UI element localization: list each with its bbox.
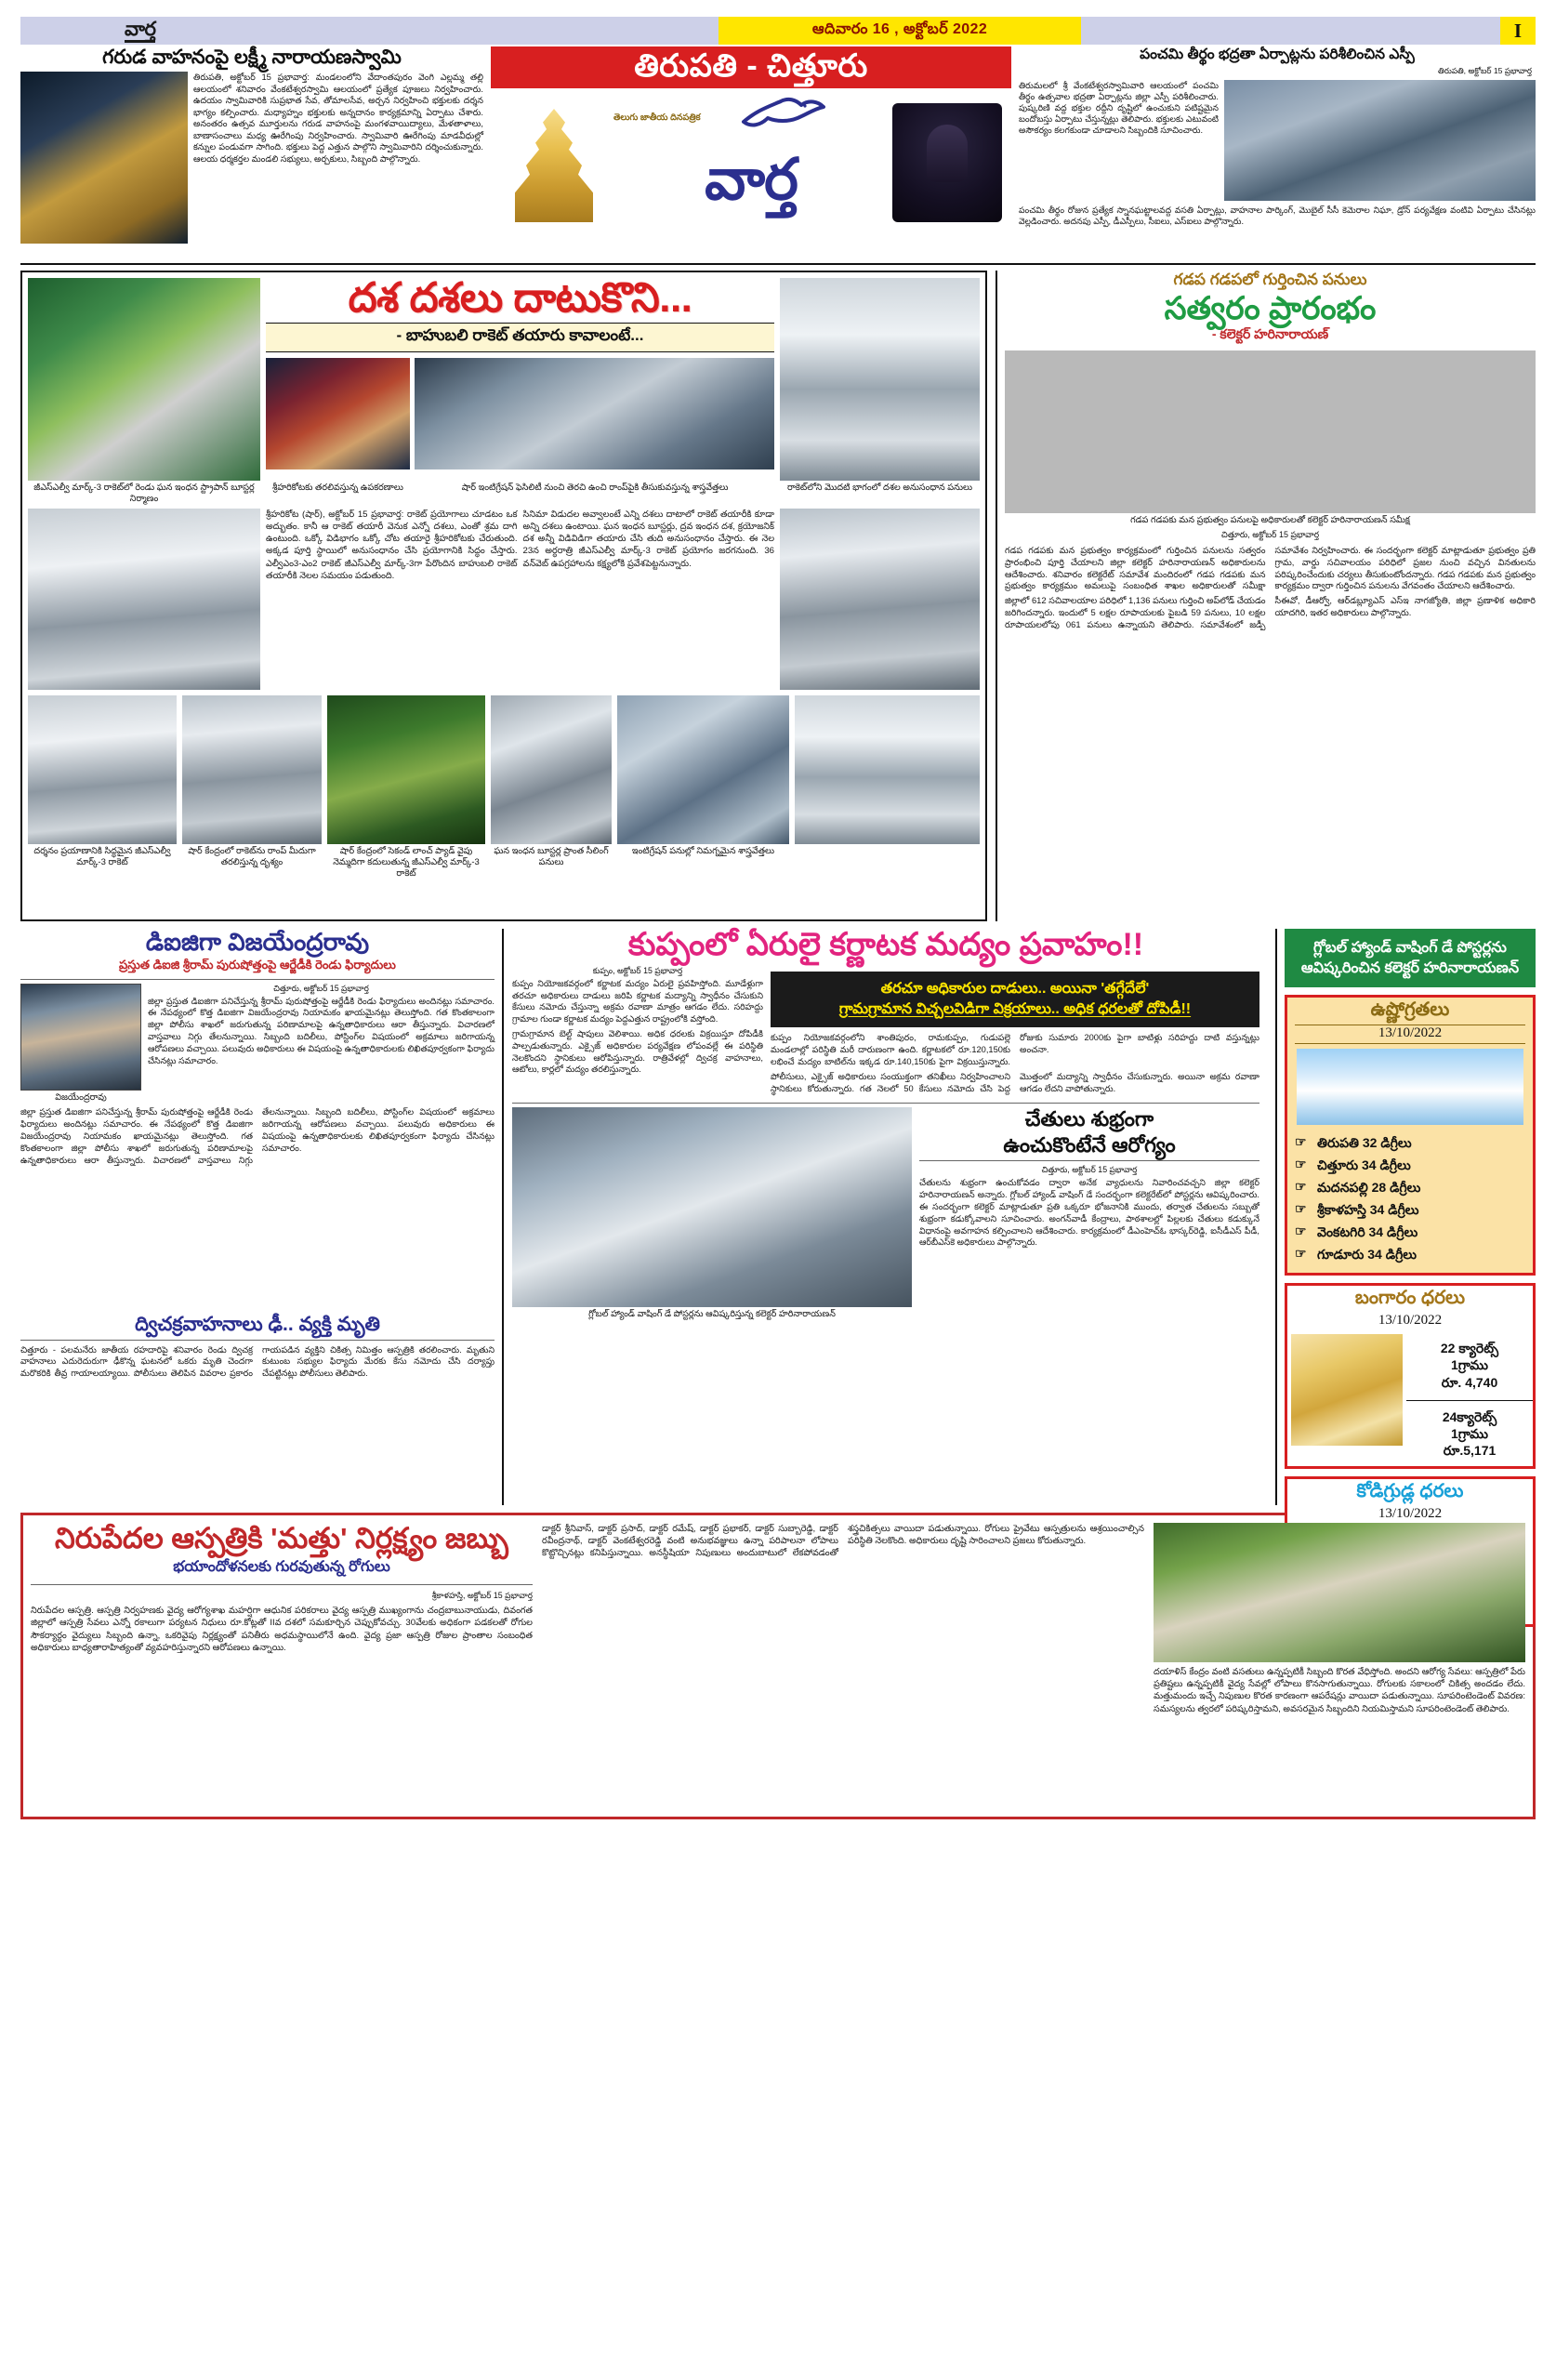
temperature-date: 13/10/2022 (1295, 1025, 1525, 1044)
pointing-hand-icon: ☞ (1295, 1134, 1307, 1150)
dig-portrait-photo (20, 984, 141, 1091)
dig-dateline: చిత్తూరు, అక్టోబర్ 15 ప్రభావార్త (273, 983, 369, 993)
rocket-caption-4: రాకెట్‌లోని మొదటి భాగంలో దశల అనుసంధాన పనులు (786, 483, 973, 493)
collector-meeting-photo (1005, 350, 1536, 513)
rocket-photo-bottom-2 (182, 695, 322, 844)
brand-name: వార్త (705, 148, 798, 212)
deity-photo (20, 72, 188, 244)
collector-kicker: గడప గడపలో గుర్తించిన పనులు (1173, 271, 1367, 288)
weather-sky-photo (1297, 1049, 1523, 1125)
gold-jewellery-photo (1291, 1334, 1403, 1446)
top-band (20, 46, 1536, 265)
scientists-group-photo (415, 358, 774, 469)
rocket-body-col1: శ్రీహరికోట (షార్), అక్టోబర్ 15 ప్రభావార్త: రాకెట్ ప్రయోగాలు చూడటం ఒక అద్భుతం. కానీ ఆ రాకెట్ తయారీ వెనుక ఎన్నో దశలు, ఎంతో శ్రమ దాగి ఉంటుంది. ఒక్కో విడిభాగం ఒక్కో చోట తయారై శ్రీహరికోటకు చేరుతుంది. అక్కడ పూర్తి స్థాయిలో అనుసంధానం చేసి ప్రయోగానికి సిద్ధం చేస్తారు. ఎల్వీఎం3-ఎం2 రాకెట్ జీఎస్ఎల్వీ మార్క్-3గా పేరొందిన బాహుబలి రాకెట్ తయారీకి నెలల సమయం పడుతుంది. (266, 509, 518, 581)
bird-logo-icon (740, 94, 825, 137)
temperature-item: ☞ వెంకటగిరి 34 డిగ్రీలు (1295, 1223, 1418, 1240)
rocket-subhead: - బాహుబలి రాకెట్ తయారు కావాలంటే... (266, 323, 774, 352)
collector-headline: సత్వరం ప్రారంభం (1164, 291, 1377, 326)
liquor-headline: కుప్పంలో ఏరులై కర్ణాటక మద్యం ప్రవాహం!! (627, 927, 1144, 962)
rocket-caption-2: శ్రీహరికోటకు తరలివస్తున్న ఉపకరణాలు (272, 483, 403, 493)
masthead-block (491, 46, 1011, 259)
top-right-body: తిరుమలలో శ్రీ వేంకటేశ్వరస్వామివారి ఆలయంలో పంచమి తీర్థం ఉత్సవాల భద్రతా ఏర్పాట్లను జిల్లా ఎస్పీ పరిశీలించారు. పుష్కరిణి వద్ద భక్తుల రద్దీని దృష్టిలో ఉంచుకుని పటిష్టమైన బందోబస్తు ఏర్పాటు చేస్తున్నట్లు తెలిపారు. భక్తులకు ఎటువంటి అసౌకర్యం కలగకుండా చూడాలని సిబ్బందికి సూచించారు. (1019, 80, 1219, 136)
rocket-caption-9: ఇంటిగ్రేషన్ పనుల్లో నిమగ్నమైన శాస్త్రవేత్తలు (631, 845, 775, 856)
rocket-caption-1: జీఎస్ఎల్వీ మార్క్-3 రాకెట్‌లో రెండు ఘన ఇంధన స్ట్రాపాన్ బూస్టర్ల నిర్మాణం (33, 483, 255, 504)
rocket-photo-bottom-1 (28, 695, 177, 844)
collector-story (996, 271, 1536, 921)
collector-dateline: చిత్తూరు, అక్టోబర్ 15 ప్రభావార్త (1220, 529, 1320, 539)
rocket-headline: దశ దశలు దాటుకొని... (348, 275, 692, 321)
dig-subhead: ప్రస్తుత డిఐజి శ్రీరామ్ పురుషోత్తంపై ఆర్జేడీకి రెండు ఫిర్యాదులు (119, 957, 396, 972)
gold-title: బంగారం ధరలు (1354, 1288, 1466, 1309)
dig-column (20, 929, 504, 1505)
dig-body-cont: జిల్లా ప్రస్తుత డిఐజిగా పనిచేస్తున్న శ్రీరామ్ పురుషోత్తంపై ఆర్జేడీకి రెండు ఫిర్యాదులు అందినట్లు సమాచారం. ఈ నేపథ్యంలో కొత్త డిఐజిగా విజయేంద్రరావు నియామకం ఖాయమైనట్లు తెలుస్తోంది. గత కొంతకాలంగా జిల్లా పోలీసు శాఖలో జరుగుతున్న పరిణామాలపై ఉన్నతాధికారులు ఆరా తీస్తున్నారు. విచారణలో వాస్తవాలు నిగ్గు తేలనున్నాయి. సిబ్బంది బదిలీలు, పోస్టింగ్‌ల విషయంలో అక్రమాలు జరిగాయన్న ఆరోపణలు వచ్చాయి. పలువురు అధికారులు ఈ విషయంపై ఉన్నతాధికారులకు లిఖితపూర్వకంగా ఫిర్యాదు చేసినట్లు సమాచారం. (20, 1107, 494, 1165)
page-number-badge: I (1500, 17, 1536, 45)
accident-headline: ద్విచక్రవాహనాలు ఢీ.. వ్యక్తి మృతి (135, 1314, 380, 1336)
liquor-body-4: పోలీసులు, ఎక్సైజ్ అధికారులు సంయుక్తంగా తనిఖీలు నిర్వహించాలని స్థానికులు కోరుతున్నారు. గత నెలలో 50 కేసులు నమోదు చేసి పెద్ద మొత్తంలో మద్యాన్ని స్వాధీనం చేసుకున్నారు. అయినా అక్రమ రవాణా ఆగడం లేదని వాపోతున్నారు. (771, 1071, 1259, 1093)
gold-row-22k: 22 క్యారెట్స్ 1గ్రాము రూ. 4,740 (1440, 1341, 1499, 1390)
pointing-hand-icon: ☞ (1295, 1246, 1307, 1262)
masthead-logo: వార్త (125, 20, 155, 43)
building-photo (617, 695, 789, 844)
handwash-caption: గ్లోబల్ హ్యాండ్ వాషింగ్ డే పోస్టర్లను ఆవిష్కరిస్తున్న కలెక్టర్ హరినారాయణన్ (588, 1308, 836, 1319)
rocket-industrial-photo (28, 278, 260, 481)
rocket-caption-8: ఘన ఇంధన బూస్టర్ల ప్రాంత సీలింగ్ పనులు (494, 845, 609, 867)
liquor-column (512, 929, 1267, 1505)
gold-date: 13/10/2022 (1378, 1313, 1443, 1329)
hospital-body-left: నిరుపేదల ఆస్పత్రి. ఆస్పత్రి నిర్వహణకు వైద్య ఆరోగ్యశాఖ మహర్షిగా ఆధునిక పరికరాలు వైద్య ఆస్పత్రి ముఖ్యంగాను చంద్రబాబునాయుడు, దివంగత జిల్లాలో ఆస్పత్రి సేవలు ఎన్నో రకాలుగా పర్యటన నిధులు రూ.కోట్లతో IIవ దశలో సమకూర్చిన చెప్పుకోవచ్చు. 30వేలకు అధికంగా పడకలతో రోగుల సౌకర్యార్ధం వైద్యులు సిబ్బంది ఉన్నా, ఒకరివైపు నిర్లక్ష్యంతో పనితీరు అధమస్థాయిలోనే ఉంది. వైద్య ప్రజా ఆస్పత్రి రోజుల ప్రాంతాల సంబంధిత అధికారులు బాధ్యతారాహిత్యంతో వ్యవహరిస్తున్నారని ఆరోపణలు ఉన్నాయి. (31, 1606, 533, 1653)
third-band (20, 927, 1536, 1522)
hospital-body-right: దయాళిస్ కేంద్రం వంటి వసతులు ఉన్నప్పటికీ సిబ్బంది కొరత వేధిస్తోంది. అందని ఆరోగ్య సేవలు: ఆస్పత్రిలో పేరు ప్రతిష్టలు ఉన్నప్పటికీ వైద్య సేవల్లో లోపాలు కొనసాగుతున్నాయి. రోగులకు సకాలంలో చికిత్స అందడం లేదు. మత్తుమందు ఇచ్చే నిపుణుల కొరత కారణంగా ఆపరేషన్లు వాయిదా పడుతున్నాయి. సూపరింటెండెంట్ వివరణ: సమస్యలను త్వరలో పరిష్కరిస్తామని, అవసరమైన సిబ్బందిని నియమిస్తామని సూపరింటెండెంట్ తెలిపారు. (1154, 1667, 1525, 1714)
brand-tagline: తెలుగు జాతీయ దినపత్రిక (613, 112, 701, 123)
handwash-headline-2: ఉంచుకొంటేనే ఆరోగ్యం (1003, 1132, 1176, 1157)
masthead-spacer-left (299, 17, 719, 45)
gold-price-box (1285, 1283, 1536, 1469)
rocket-assembly-photo-a (28, 509, 260, 690)
deity-right-graphic (892, 103, 1002, 222)
accident-body: చిత్తూరు - పలమనేరు జాతీయ రహదారిపై శనివారం రెండు ద్విచక్ర వాహనాలు ఎదురెదురుగా ఢీకొన్న ఘటనలో ఒకరు మృతి చెందగా మరొకరికి తీవ్ర గాయాలయ్యాయి. పోలీసులు తెలిపిన వివరాల ప్రకారం గాయపడిన వ్యక్తిని చికిత్స నిమిత్తం ఆస్పత్రికి తరలించారు. మృతుని కుటుంబ సభ్యుల ఫిర్యాదు మేరకు కేసు నమోదు చేసి దర్యాప్తు చేపట్టినట్లు పోలీసులు తెలిపారు. (20, 1344, 494, 1379)
dig-headline: డిఐజిగా విజయేంద్రరావు (145, 928, 370, 956)
top-left-story (20, 46, 483, 259)
rocket-caption-5: దర్శనం ప్రయాణానికి సిద్ధమైన జీఎస్ఎల్వీ మార్క్-3 రాకెట్ (33, 845, 171, 867)
rocket-story (20, 271, 987, 921)
masthead-logo-block (20, 17, 299, 45)
rocket-forest-photo (327, 695, 485, 844)
temperature-item: ☞ గూడూరు 34 డిగ్రీలు (1295, 1246, 1418, 1263)
hospital-dateline: శ్రీకాళహస్తి, అక్టోబర్ 15 ప్రభావార్త (431, 1591, 533, 1601)
hospital-headline: నిరుపేదల ఆస్పత్రికి 'మత్తు' నిర్లక్ష్యం జబ్బు (55, 1522, 508, 1554)
liquor-banner-box (771, 972, 1259, 1028)
edition-banner: తిరుపతి - చిత్తూరు (491, 46, 1011, 88)
hospital-gate-photo (1154, 1523, 1525, 1662)
pointing-hand-icon: ☞ (1295, 1223, 1307, 1239)
temperature-list (1287, 1130, 1533, 1273)
temperature-item: ☞ శ్రీకాళహస్తి 34 డిగ్రీలు (1295, 1201, 1419, 1218)
brand-block (491, 88, 1011, 228)
liquor-dateline: కుప్పం, అక్టోబర్ 15 ప్రభావార్త (592, 965, 683, 975)
dig-body-top: జిల్లా ప్రస్తుత డిఐజిగా పనిచేస్తున్న శ్రీరామ్ పురుషోత్తంపై ఆర్జేడీకి రెండు ఫిర్యాదులు అందినట్లు సమాచారం. ఈ నేపథ్యంలో కొత్త డిఐజిగా విజయేంద్రరావు నియామకం ఖాయమైనట్లు తెలుస్తోంది. గత కొంతకాలంగా జిల్లా పోలీసు శాఖలో జరుగుతున్న పరిణామాలపై ఉన్నతాధికారులు ఆరా తీస్తున్నారు. విచారణలో వాస్తవాలు నిగ్గు తేలనున్నాయి. సిబ్బంది బదిలీలు, పోస్టింగ్‌ల విషయంలో అక్రమాలు జరిగాయన్న ఆరోపణలు వచ్చాయి. పలువురు అధికారులు ఈ విషయంపై ఉన్నతాధికారులకు లిఖితపూర్వకంగా ఫిర్యాదు చేసినట్లు సమాచారం. (148, 996, 494, 1065)
hospital-subhead: భయాందోళనలకు గురవుతున్న రోగులు (173, 1559, 390, 1576)
egg-date: 13/10/2022 (1378, 1506, 1443, 1522)
top-left-headline: గరుడ వాహనంపై లక్ష్మీ నారాయణస్వామి (102, 46, 402, 68)
pointing-hand-icon: ☞ (1295, 1179, 1307, 1195)
hospital-body-mid: డాక్టర్ శ్రీనివాస్, డాక్టర్ ప్రసాద్, డాక్టర్ రమేష్, డాక్టర్ ప్రభాకర్, డాక్టర్ సుబ్బారెడ్డి, డాక్టర్ రవీంద్రనాథ్, డాక్టర్ వెంకటేశ్వరరెడ్డి వంటి అనుభవజ్ఞులు ఉన్నా పరిపాలనా లోపాలు కొట్టొచ్చినట్లు కనిపిస్తున్నాయి. అనస్థీషియా నిపుణులు అందుబాటులో లేకపోవడంతో శస్త్రచికిత్సలు వాయిదా పడుతున్నాయి. రోగులు ప్రైవేటు ఆస్పత్రులను ఆశ్రయించాల్సిన పరిస్థితి నెలకొంది. అధికారులు దృష్టి సారించాలని ప్రజలు కోరుతున్నారు. (542, 1524, 1144, 1559)
rocket-photo-bottom-3 (795, 695, 980, 844)
top-right-headline: పంచమి తీర్థం భద్రతా ఏర్పాట్లను పరిశీలించిన ఎస్పీ (1140, 46, 1415, 62)
rocket-assembly-photo-b (780, 509, 980, 690)
temperature-item: ☞ చిత్తూరు 34 డిగ్రీలు (1295, 1157, 1411, 1173)
handwash-headline-1: చేతులు శుభ్రంగా (1024, 1106, 1154, 1130)
rocket-top-photo (491, 695, 612, 844)
pointing-hand-icon: ☞ (1295, 1201, 1307, 1217)
collector-body2: జిల్లాలో 612 సచివాలయాల పరిధిలో 1,136 పనులు గుర్తించి అప్‌లోడ్ చేయడం జరిగిందన్నారు. ఇందులో 5 లక్షల రూపాయలకు పైబడి 59 పనులు, 10 లక్షల రూపాయలలోపు 061 పనులు ఉన్నాయని తెలిపారు. సమావేశంలో జడ్పీ సీఈవో, డీఆర్వో, ఆర్‌డబ్ల్యూఎస్ ఎస్ఇ నాగజ్యోతి, జిల్లా ప్రణాళిక అధికారి యాదగిరి, ఇతర అధికారులు పాల్గొన్నారు. (1005, 595, 1536, 630)
pointing-hand-icon: ☞ (1295, 1157, 1307, 1172)
hospital-story (20, 1513, 1536, 1819)
liquor-body-3: కుప్పం నియోజకవర్గంలోని శాంతిపురం, రామకుప్పం, గుడుపల్లె మండలాల్లో పరిస్థితి మరీ దారుణంగా ఉంది. కర్ణాటకలో రూ.120,150కు లభించే మద్యం బాటిల్‌ను ఇక్కడ రూ.140,150కు పైగా విక్రయిస్తున్నారు. రోజుకు సుమారు 2000కు పైగా బాటిళ్లు సరిహద్దు దాటి వస్తున్నట్లు అంచనా. (771, 1033, 1259, 1067)
rocket-body-col2: సినిమా విడుదల అవ్వాలంటే ఎన్ని దశలు దాటాలో రాకెట్ తయారీకి కూడా అన్ని దశలు ఉంటాయి. ఘన ఇంధన బూస్టర్లు, ద్రవ ఇంధన దశ, క్రయోజనిక్ దశ అన్నీ విడివిడిగా తయారు చేసి తుది అనుసంధానం చేస్తారు. ఈ నెల 23న అర్ధరాత్రి జీఎస్ఎల్వీ మార్క్-3 రాకెట్ ప్రయోగం జరగనుంది. 36 వన్‌వెబ్ ఉపగ్రహాలను కక్ష్యలోకి ప్రవేశపెట్టనున్నారు. (522, 509, 774, 569)
handwash-green-box: గ్లోబల్ హ్యాండ్ వాషింగ్ డే పోస్టర్లను ఆవిష్కరించిన కలెక్టర్ హరినారాయణన్ (1285, 929, 1536, 987)
police-photo (1224, 80, 1536, 201)
top-right-dateline: తిరుపతి, అక్టోబర్ 15 ప్రభావార్త (1438, 65, 1532, 75)
handwash-dateline: చిత్తూరు, అక్టోబర్ 15 ప్రభావార్త (1041, 1165, 1138, 1175)
second-band (20, 271, 1536, 921)
hospital-mid-block (542, 1523, 1144, 1809)
rocket-caption-7: షార్ కేంద్రంలో సెకండ్ లాంచ్ ప్యాడ్ వైపు నెమ్మదిగా కదులుతున్న జీఎస్ఎల్వీ మార్క్-3 రాకెట్ (333, 845, 480, 879)
liquor-body-2: గ్రామగ్రామాన బెల్ట్ షాపులు వెలిశాయి. అధిక ధరలకు విక్రయిస్తూ దోపిడీకి పాల్పడుతున్నారు. ఎక్సైజ్ అధికారుల పర్యవేక్షణ లోపంవల్లే ఈ పరిస్థితి నెలకొందని స్థానికులు ఆరోపిస్తున్నారు. రాత్రివేళల్లో ద్విచక్ర వాహనాలు, ఆటోలు, కార్లలో మద్యం తరలిస్తున్నారు. (512, 1029, 763, 1075)
collector-body: గడప గడపకు మన ప్రభుత్వం కార్యక్రమంలో గుర్తించిన పనులను సత్వరం ప్రారంభించి పూర్తి చేయాలని జిల్లా కలెక్టర్ హరినారాయణన్ అధికారులను ఆదేశించారు. శనివారం కలెక్టరేట్ సమావేశ మందిరంలో గడప గడపకు మన ప్రభుత్వం కార్యక్రమం అమలుపై సంబంధిత శాఖల అధికారులతో సమీక్షా సమావేశం నిర్వహించారు. ఈ సందర్భంగా కలెక్టర్ మాట్లాడుతూ ప్రభుత్వం ప్రతి గ్రామ, వార్డు సచివాలయం పరిధిలో ప్రజల నుంచి వచ్చిన వినతులను పరిష్కరించేందుకు చర్యలు తీసుకుంటోందన్నారు. గడప గడపకు మన ప్రభుత్వం కార్యక్రమం ద్వారా గుర్తించిన పనులను వేగవంతం చేయాలని ఆదేశించారు. (1005, 544, 1536, 591)
truck-photo (266, 358, 410, 469)
dig-caption: విజయేంద్రరావు (55, 1091, 107, 1103)
rocket-caption-6: షార్ కేంద్రంలో రాకెట్‌ను రాంప్ మీదుగా తరలిస్తున్న దృశ్యం (188, 845, 316, 867)
handwash-photo (512, 1107, 912, 1307)
handwash-body: చేతులను శుభ్రంగా ఉంచుకోవడం ద్వారా అనేక వ్యాధులను నివారించవచ్చని జిల్లా కలెక్టర్ హరినారాయణన్ అన్నారు. గ్లోబల్ హ్యాండ్ వాషింగ్ డే సందర్భంగా కలెక్టరేట్‌లో పోస్టర్లను ఆవిష్కరించారు. ఈ సందర్భంగా కలెక్టర్ మాట్లాడుతూ ప్రతి ఒక్కరూ భోజనానికి ముందు, తర్వాత చేతులను సబ్బుతో శుభ్రంగా కడుక్కోవాలని సూచించారు. అంగన్‌వాడీ కేంద్రాలు, పాఠశాలల్లో పిల్లలకు చేతులు కడుక్కునే విధానంపై అవగాహన కల్పించాలని ఆదేశించారు. కార్యక్రమంలో డీఎంహెచ్ఓ భాస్కర్‌రెడ్డి, ఐసీడీఎస్ పీడీ, ఆర్‌బీఎస్‌కె అధికారులు పాల్గొన్నారు. (919, 1178, 1259, 1248)
gold-row-24k: 24క్యారెట్స్ 1గ్రాము రూ.5,171 (1406, 1400, 1533, 1467)
top-left-body: తిరుపతి, అక్టోబర్ 15 ప్రభావార్త: మండలంలోని వేదాంతపురం వెంగి ఎల్లమ్మ తల్లి ఆలయంలో శనివారం వేంకటేశ్వరస్వామి ఆలయంలో ప్రత్యేక పూజలు నిర్వహించారు. ఉదయం స్వామివారికి సుప్రభాత సేవ, తోమాలసేవ, అర్చన నిర్వహించి భక్తులకు దర్శన భాగ్యం కల్పించారు. మధ్యాహ్నం భక్తులకు అన్నదానం కార్యక్రమాన్ని ఏర్పాటు చేశారు. అనంతరం ఉత్సవ మూర్తులను గరుడ వాహనంపై మంగళవాయిద్యాలు, మేళతాళాలు, బాణాసంచాలు మధ్య ఊరేగింపు నిర్వహించారు. స్వామివారి ఊరేగింపు మాడవీధుల్లో కన్నుల పండువగా సాగింది. భక్తులు పెద్ద ఎత్తున పాల్గొని స్వామివారిని దర్శించుకున్నారు. ఆలయ ధర్మకర్తల మండలి సభ్యులు, అర్చకులు, సిబ్బంది పాల్గొన్నారు. (193, 72, 483, 164)
temperature-item: ☞ మదనపల్లి 28 డిగ్రీలు (1295, 1179, 1421, 1196)
temperature-item: ☞ తిరుపతి 32 డిగ్రీలు (1295, 1134, 1412, 1151)
gopuram-graphic (508, 109, 600, 222)
hospital-headline-block (31, 1523, 533, 1809)
sidebar-column (1275, 929, 1536, 1522)
liquor-banner-line2: గ్రామగ్రామాన విచ్చలవిడిగా విక్రయాలు.. అధిక ధరలతో దోపిడీ!! (838, 1001, 1192, 1018)
collector-byline: - కలెక్టర్ హరినారాయణ్ (1211, 325, 1329, 341)
masthead-spacer-right (1081, 17, 1500, 45)
temperature-box (1285, 995, 1536, 1276)
top-right-story (1019, 46, 1536, 259)
masthead-strip (20, 17, 1536, 45)
rocket-nosecone-photo (780, 278, 980, 481)
rocket-caption-3: షార్ ఇంటిగ్రేషన్ ఫెసిలిటీ నుంచి తెరచి ఉంచి రాంప్‌పైకి తీసుకువస్తున్న శాస్త్రవేత్తలు (461, 483, 729, 493)
liquor-banner-line1: తరచూ అధికారుల దాడులు.. అయినా 'తగ్గేదేలే' (880, 980, 1150, 997)
hospital-right-block (1154, 1523, 1525, 1809)
liquor-body-1: కుప్పం నియోజకవర్గంలో కర్ణాటక మద్యం ఏరులై ప్రవహిస్తోంది. మూడేళ్లుగా తరచూ అధికారులు దాడులు జరిపి కర్ణాటక మద్యాన్ని స్వాధీనం చేసుకుని కేసులు నమోదు చేస్తున్నా అక్రమ రవాణా మాత్రం ఆగడం లేదు. సరిహద్దు గ్రామాల గుండా కర్ణాటక మద్యం పెద్దఎత్తున రాష్ట్రంలోకి వస్తోంది. (512, 978, 763, 1025)
egg-title: కోడిగ్రుడ్ల ధరలు (1356, 1481, 1464, 1502)
temperature-title: ఉష్ణోగ్రతలు (1370, 999, 1450, 1021)
masthead-date: ఆదివారం 16 , అక్టోబర్ 2022 (719, 17, 1081, 45)
collector-caption: గడప గడపకు మన ప్రభుత్వం పనులపై అధికారులతో కలెక్టర్ హరినారాయణన్ సమీక్ష (1130, 514, 1410, 525)
top-right-body2: పంచమి తీర్థం రోజున ప్రత్యేక స్నానఘట్టాలవద్ద వసతి ఏర్పాట్లు, వాహనాల పార్కింగ్, మొబైల్ సీసీ కెమెరాల నిఘా, డ్రోన్ పర్యవేక్షణ వంటివి ఏర్పాటు చేసినట్లు వెల్లడించారు. అదనపు ఎస్పీ, డీఎస్పీలు, సీఐలు, ఎస్ఐలు పాల్గొన్నారు. (1019, 205, 1536, 226)
